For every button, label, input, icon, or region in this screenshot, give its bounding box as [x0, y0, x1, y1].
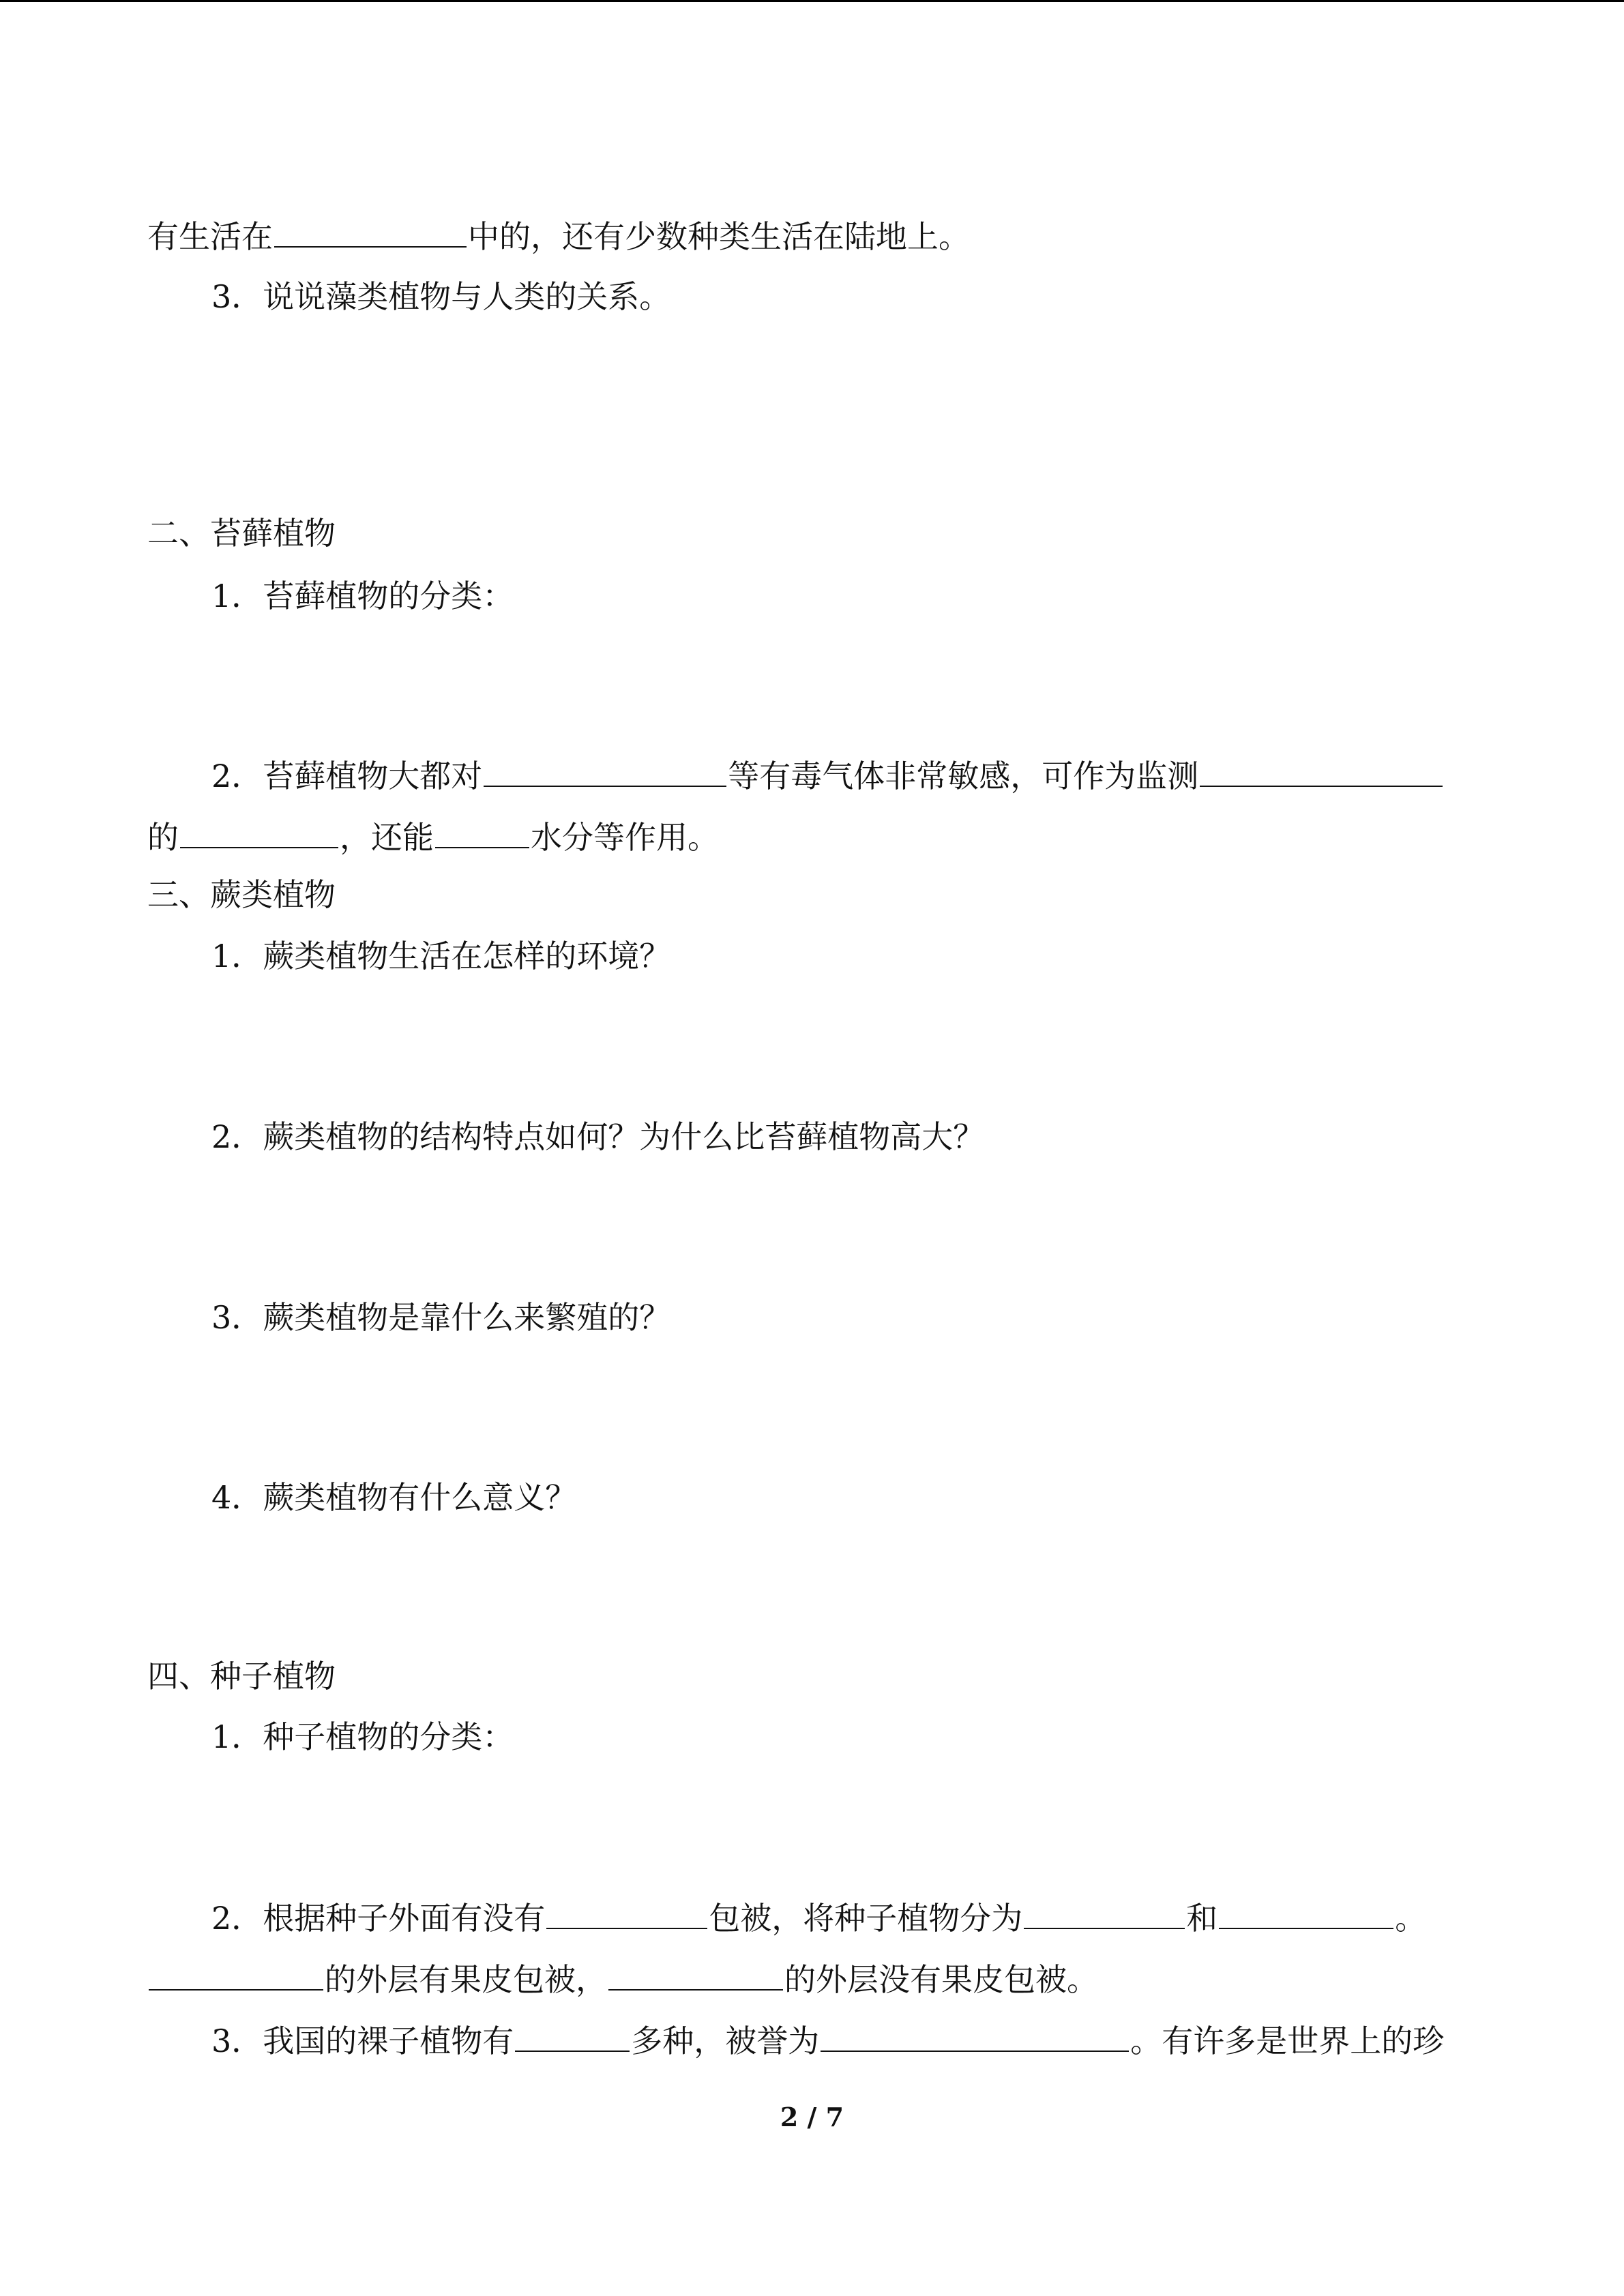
fill-blank[interactable] — [149, 1958, 323, 1991]
question-text: 3．蕨类植物是靠什么来繁殖的？ — [211, 1299, 671, 1336]
question-fern-2 — [211, 1116, 984, 1157]
question-moss-1 — [211, 576, 514, 616]
question-text: 1．蕨类植物生活在怎样的环境？ — [211, 938, 671, 974]
question-text: 1．种子植物的分类： — [211, 1718, 514, 1755]
page-number: 2 / 7 — [780, 2102, 844, 2132]
question-text: 3．说说藻类植物与人类的关系。 — [211, 278, 671, 315]
top-border — [0, 0, 1624, 2]
fill-blank[interactable] — [484, 754, 726, 787]
question-text: 。有许多是世界上的珍 — [1130, 2023, 1445, 2059]
section-heading-moss — [147, 513, 336, 554]
question-text: 2．苔藓植物大都对 — [211, 758, 483, 794]
section-title: 四、种子植物 — [147, 1658, 336, 1695]
fill-blank[interactable] — [435, 816, 529, 848]
fill-blank[interactable] — [1219, 1896, 1393, 1929]
question-text: 4．蕨类植物有什么意义？ — [211, 1479, 577, 1516]
question-text: 多种，被誉为 — [631, 2023, 820, 2059]
question-text: 。 — [1395, 1900, 1427, 1937]
question-text: 的外层没有果皮包被。 — [784, 1961, 1098, 1998]
question-moss-2 — [211, 754, 1444, 795]
question-text: 1．苔藓植物的分类： — [211, 578, 514, 614]
section-heading-seed — [147, 1656, 336, 1697]
fill-blank[interactable] — [515, 2019, 630, 2052]
question-fern-4 — [211, 1477, 576, 1518]
question-fern-1 — [211, 936, 670, 976]
question-text: 的 — [147, 819, 179, 856]
fill-blank[interactable] — [1024, 1896, 1185, 1929]
question-moss-2-continued — [147, 816, 719, 856]
question-seed-2 — [211, 1896, 1426, 1937]
question-seed-1 — [211, 1716, 514, 1757]
fill-blank[interactable] — [821, 2019, 1129, 2052]
question-algae-3 — [211, 276, 670, 317]
fill-blank[interactable] — [274, 215, 467, 248]
text-line-1 — [147, 215, 970, 256]
section-title: 二、苔藓植物 — [147, 515, 336, 552]
fill-blank[interactable] — [608, 1958, 783, 1991]
fill-blank[interactable] — [180, 816, 338, 848]
question-text: 水分等作用。 — [531, 819, 719, 856]
text-fragment: 中的，还有少数种类生活在陆地上。 — [468, 218, 970, 255]
fill-blank[interactable] — [1200, 754, 1443, 787]
question-seed-3 — [211, 2019, 1444, 2060]
text-fragment: 有生活在 — [147, 218, 273, 255]
question-text: 包被，将种子植物分为 — [709, 1900, 1023, 1937]
section-heading-fern — [147, 874, 336, 915]
question-text: 2．蕨类植物的结构特点如何？为什么比苔藓植物高大？ — [211, 1118, 985, 1155]
section-title: 三、蕨类植物 — [147, 876, 336, 913]
question-text: ，还能 — [340, 819, 434, 856]
question-text: 2．根据种子外面有没有 — [211, 1900, 546, 1937]
question-text: 等有毒气体非常敏感，可作为监测 — [728, 758, 1199, 794]
question-fern-3 — [211, 1297, 670, 1338]
question-text: 3．我国的裸子植物有 — [211, 2023, 514, 2059]
question-text: 和 — [1186, 1900, 1218, 1937]
fill-blank[interactable] — [546, 1896, 707, 1929]
question-seed-2-continued — [147, 1958, 1098, 1999]
question-text: 的外层有果皮包被， — [325, 1961, 607, 1998]
